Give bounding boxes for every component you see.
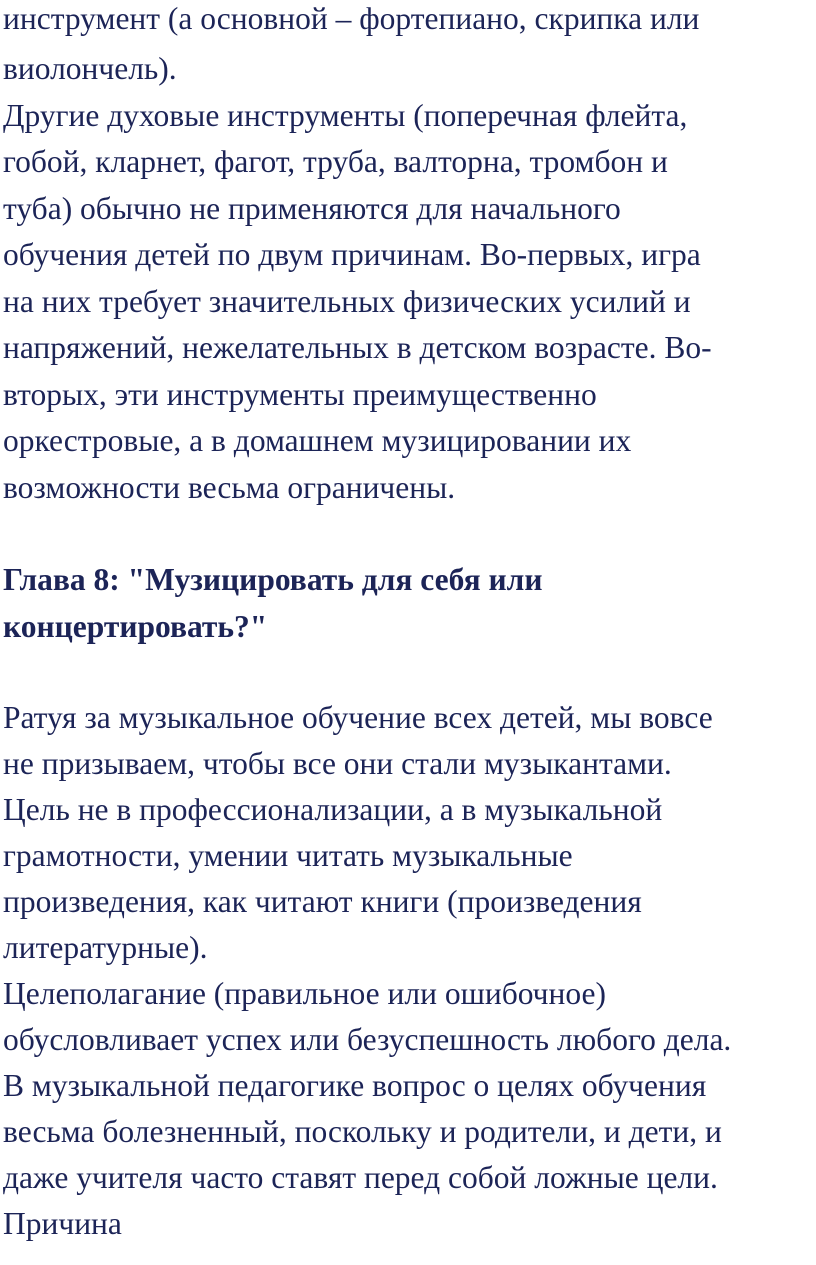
paragraph-line: гобой, кларнет, фагот, труба, валторна, тромбон и — [3, 144, 668, 179]
paragraph-line: возможности весьма ограничены. — [3, 470, 456, 505]
paragraph-line: Целеполагание (правильное или ошибочное) — [3, 976, 606, 1011]
paragraph-line: напряжений, нежелательных в детском возрасте. Во- — [3, 330, 712, 365]
paragraph-line: грамотности, умении читать музыкальные — [3, 838, 573, 873]
paragraph-line: оркестровые, а в домашнем музицировании их — [3, 423, 632, 458]
paragraph-line: произведения, как читают книги (произведения — [3, 884, 642, 919]
paragraph-line: Цель не в профессионализации, а в музыкальной — [3, 792, 663, 827]
paragraph-line: вторых, эти инструменты преимущественно — [3, 377, 597, 412]
paragraph-line: инструмент (а основной – фортепиано, скрипка или — [3, 1, 700, 36]
paragraph-line: туба) обычно не применяются для начального — [3, 191, 621, 226]
chapter-heading: концертировать?" — [3, 609, 268, 644]
paragraph-line: на них требует значительных физических усилий и — [3, 284, 691, 319]
paragraph-line: В музыкальной педагогике вопрос о целях обучения — [3, 1068, 707, 1103]
paragraph-line: даже учителя часто ставят перед собой ложные цели. — [3, 1160, 718, 1195]
chapter-heading: Глава 8: "Музицировать для себя или — [3, 562, 543, 597]
paragraph-line: весьма болезненный, поскольку и родители, и дети, и — [3, 1114, 722, 1149]
paragraph-line: обусловливает успех или безуспешность любого дела. — [3, 1022, 732, 1057]
paragraph-line: не призываем, чтобы все они стали музыкантами. — [3, 746, 672, 781]
paragraph-line: Ратуя за музыкальное обучение всех детей, мы вовсе — [3, 700, 713, 735]
paragraph-line: обучения детей по двум причинам. Во-первых, игра — [3, 237, 701, 272]
paragraph-line: литературные). — [3, 930, 208, 965]
paragraph-line: Причина — [3, 1206, 122, 1241]
paragraph-line: Другие духовые инструменты (поперечная флейта, — [3, 98, 688, 133]
paragraph-line: виолончель). — [3, 51, 177, 86]
